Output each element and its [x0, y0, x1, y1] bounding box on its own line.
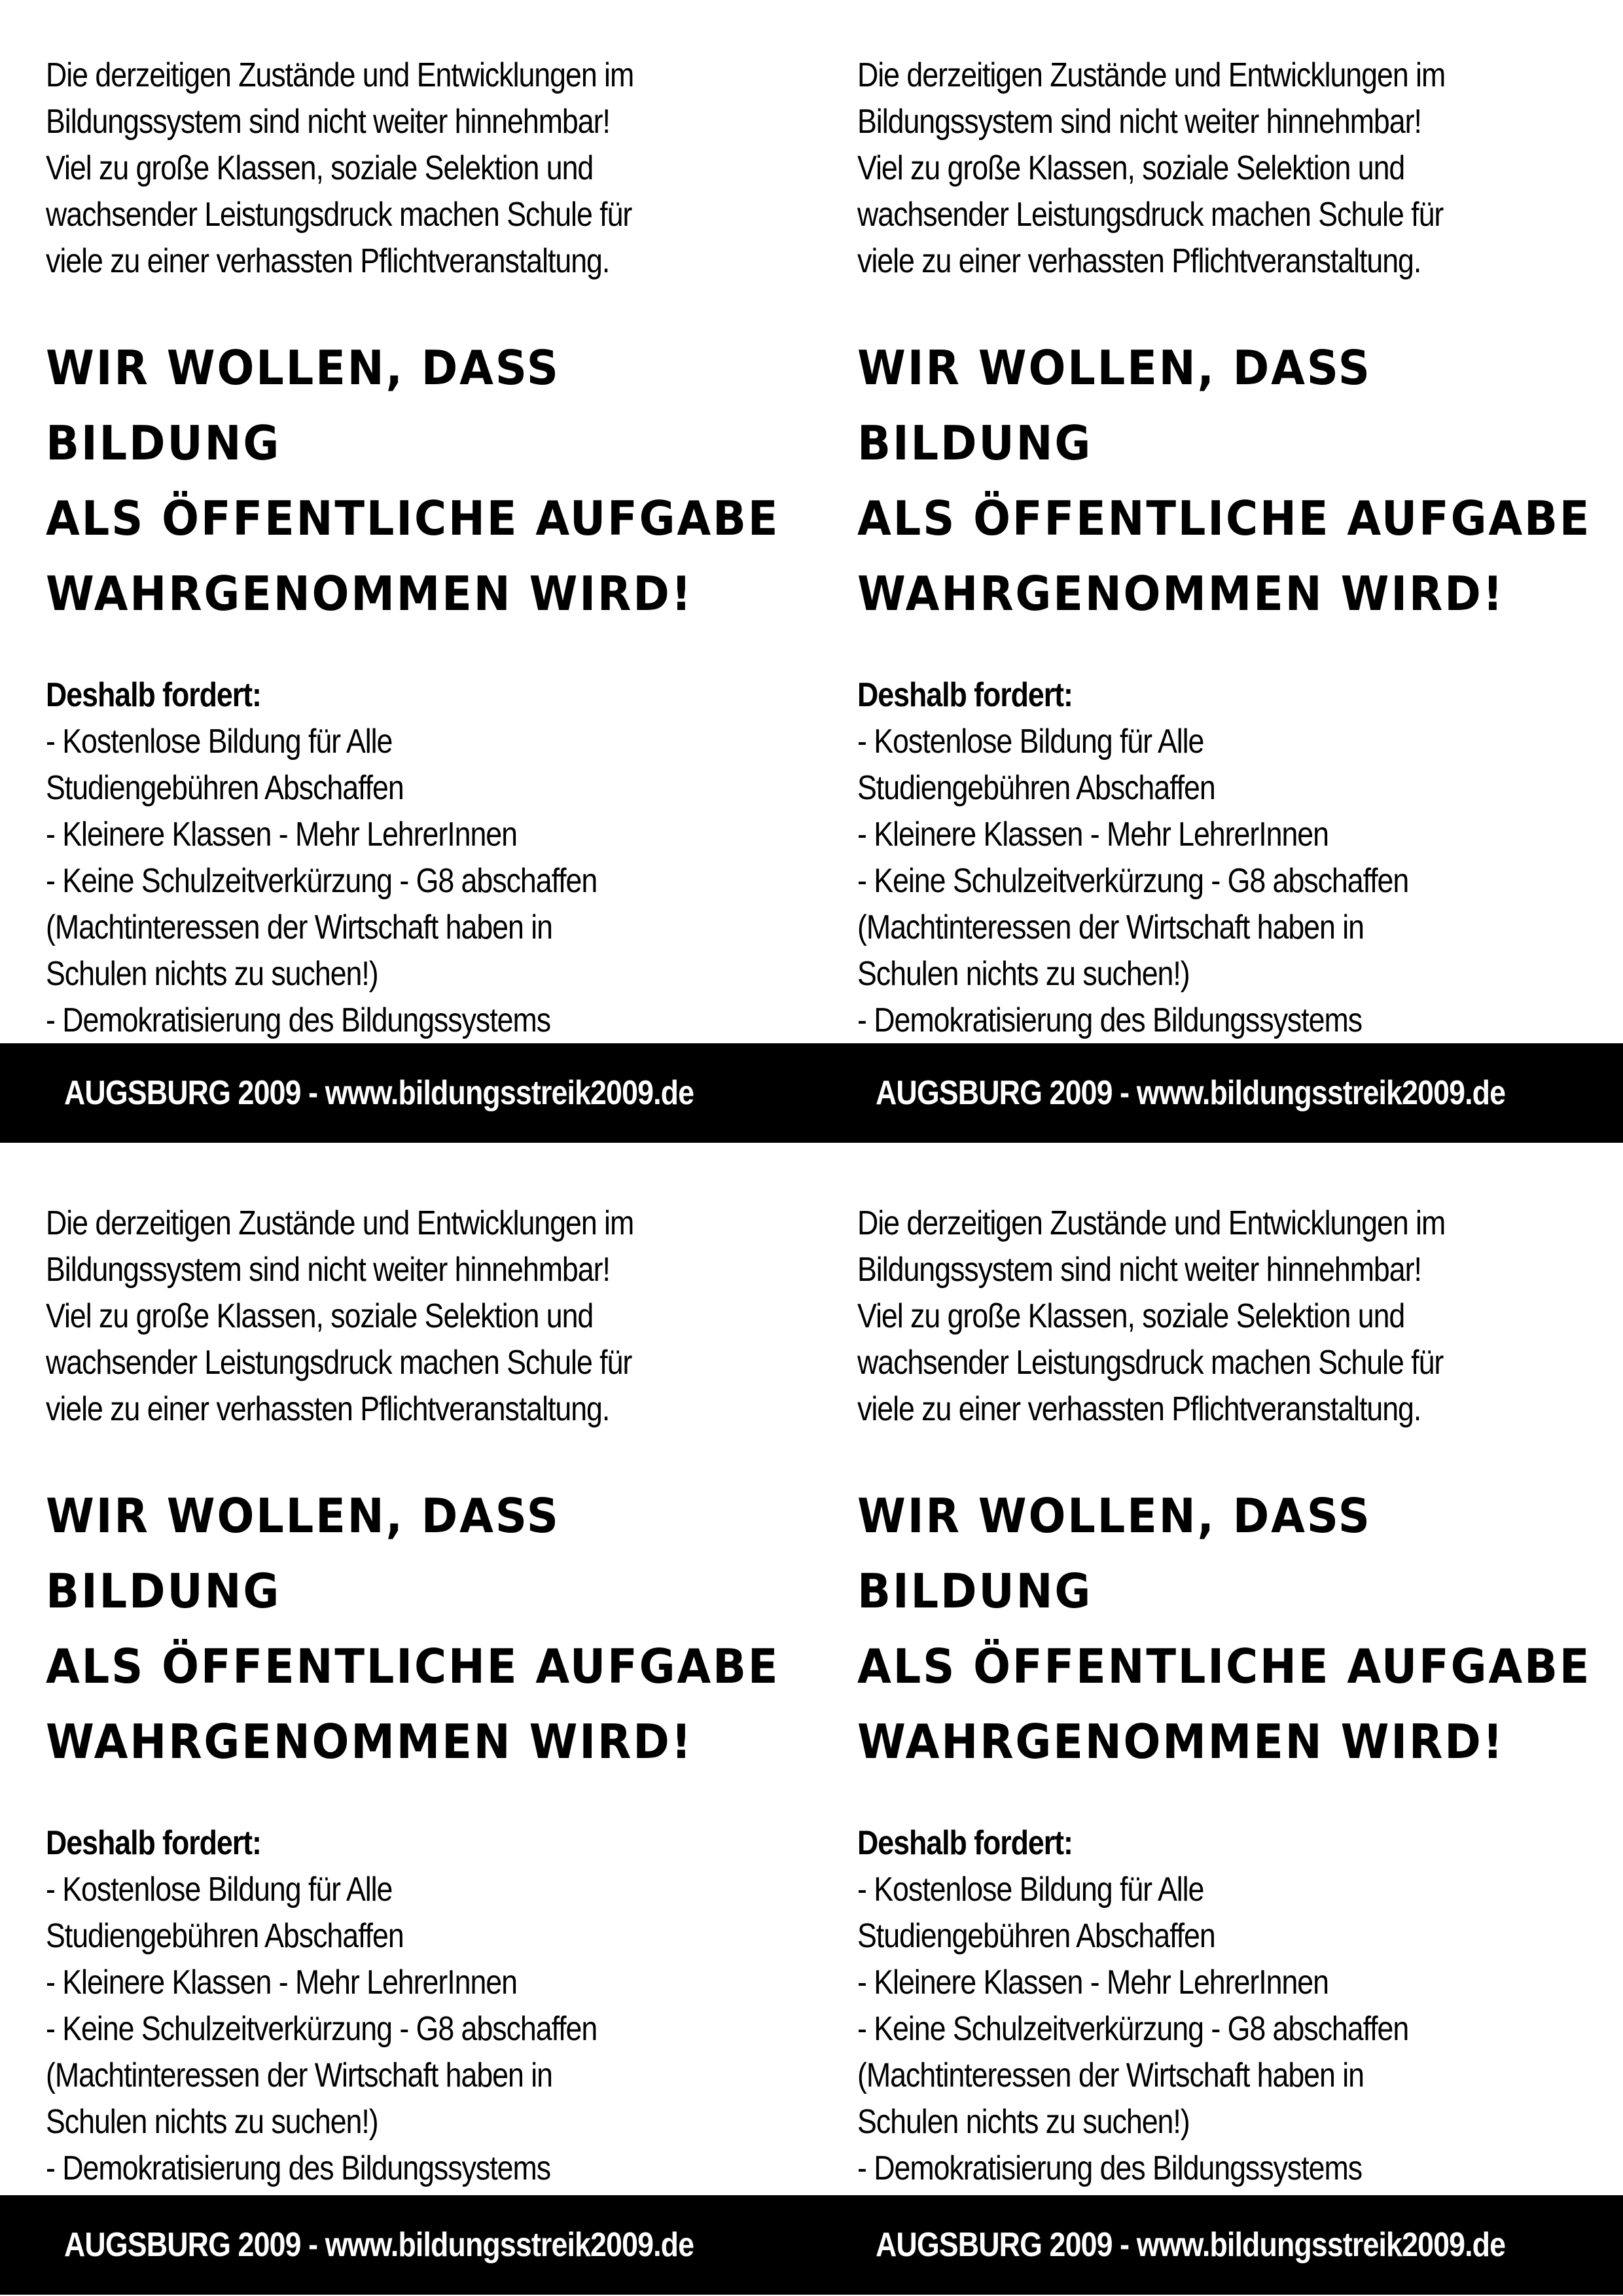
demand-line: - Kleinere Klassen - Mehr LehrerInnen	[46, 816, 517, 853]
headline	[46, 331, 794, 632]
footer-text: AUGSBURG 2009 - www.bildungsstreik2009.de	[876, 2226, 1506, 2264]
demand-line: Schulen nichts zu suchen!)	[46, 2103, 378, 2141]
intro-line: viele zu einer verhassten Pflichtveranstaltung.	[46, 1390, 610, 1428]
demands-block	[46, 672, 772, 1090]
demand-line: - Kostenlose Bildung für Alle	[857, 1871, 1204, 1909]
demands-title: Deshalb fordert:	[46, 676, 261, 714]
intro-line: Bildungssystem sind nicht weiter hinnehmbar!	[857, 103, 1421, 141]
demand-item	[857, 812, 1583, 858]
footer-text: AUGSBURG 2009 - www.bildungsstreik2009.de	[64, 1074, 694, 1112]
headline	[857, 331, 1606, 632]
demands-block	[46, 1820, 772, 2238]
demand-line: - Kostenlose Bildung für Alle	[46, 723, 393, 761]
intro-line: Bildungssystem sind nicht weiter hinnehmbar!	[857, 1251, 1421, 1289]
intro-paragraph	[46, 52, 772, 285]
demand-list	[46, 719, 772, 1090]
demand-line: Schulen nichts zu suchen!)	[46, 955, 378, 993]
flyer-top-left	[0, 0, 812, 1148]
demand-item	[857, 719, 1583, 812]
demand-line: Studiengebühren Abschaffen	[857, 1917, 1215, 1955]
headline-line: WAHRGENOMMEN WIRD!	[857, 1714, 1505, 1769]
demand-line: (Machtinteressen der Wirtschaft haben in	[857, 2056, 1364, 2094]
demand-line: - Demokratisierung des Bildungssystems	[46, 1001, 551, 1039]
demand-line: (Machtinteressen der Wirtschaft haben in	[857, 908, 1364, 946]
demands-title: Deshalb fordert:	[857, 1824, 1073, 1862]
demand-line: (Machtinteressen der Wirtschaft haben in	[46, 2056, 552, 2094]
intro-paragraph	[46, 1200, 772, 1433]
headline-line: WAHRGENOMMEN WIRD!	[46, 566, 693, 621]
demand-line: - Keine Schulzeitverkürzung - G8 abschaffen	[46, 862, 597, 900]
headline	[857, 1479, 1606, 1780]
demand-item	[46, 1960, 772, 2006]
demand-item	[46, 2006, 772, 2145]
demands-block	[857, 672, 1583, 1090]
demand-item	[46, 812, 772, 858]
demand-line: - Kostenlose Bildung für Alle	[857, 723, 1204, 761]
flyer-bottom-right	[812, 1148, 1623, 2296]
demand-line: Schulen nichts zu suchen!)	[857, 955, 1190, 993]
flyer-top-right	[812, 0, 1623, 1148]
headline-line: ALS ÖFFENTLICHE AUFGABE	[46, 491, 780, 546]
headline-line: WIR WOLLEN, DASS BILDUNG	[857, 1488, 1372, 1619]
demand-line: - Kleinere Klassen - Mehr LehrerInnen	[857, 1964, 1329, 2001]
headline	[46, 1479, 794, 1780]
headline-line: WAHRGENOMMEN WIRD!	[46, 1714, 693, 1769]
demand-list	[46, 1867, 772, 2238]
intro-line: Die derzeitigen Zustände und Entwicklungen im	[46, 56, 634, 94]
intro-line: Die derzeitigen Zustände und Entwicklungen im	[46, 1204, 634, 1242]
intro-paragraph	[857, 52, 1583, 285]
demands-title: Deshalb fordert:	[46, 1824, 261, 1862]
demand-list	[857, 1867, 1583, 2238]
demand-item	[857, 858, 1583, 997]
headline-line: WIR WOLLEN, DASS BILDUNG	[46, 1488, 560, 1619]
intro-line: wachsender Leistungsdruck machen Schule für	[857, 196, 1444, 234]
headline-line: WIR WOLLEN, DASS BILDUNG	[46, 340, 560, 471]
demand-line: Studiengebühren Abschaffen	[46, 769, 404, 807]
demand-line: Studiengebühren Abschaffen	[857, 769, 1215, 807]
demands-block	[857, 1820, 1583, 2238]
demand-item	[857, 1960, 1583, 2006]
demand-line: - Kleinere Klassen - Mehr LehrerInnen	[46, 1964, 517, 2001]
intro-line: Die derzeitigen Zustände und Entwicklungen im	[857, 56, 1446, 94]
demand-line: - Demokratisierung des Bildungssystems	[46, 2149, 551, 2187]
intro-line: wachsender Leistungsdruck machen Schule für	[46, 196, 632, 234]
intro-line: wachsender Leistungsdruck machen Schule für	[46, 1344, 632, 1382]
demand-item	[46, 719, 772, 812]
intro-line: Bildungssystem sind nicht weiter hinnehmbar!	[46, 1251, 610, 1289]
demand-item	[857, 2006, 1583, 2145]
demand-line: Studiengebühren Abschaffen	[46, 1917, 404, 1955]
footer-bar-bottom	[0, 2195, 1623, 2295]
demand-line: - Keine Schulzeitverkürzung - G8 abschaffen	[46, 2010, 597, 2048]
intro-line: Viel zu große Klassen, soziale Selektion und	[857, 1297, 1405, 1335]
intro-line: Viel zu große Klassen, soziale Selektion und	[46, 1297, 594, 1335]
demand-line: - Keine Schulzeitverkürzung - G8 abschaffen	[857, 862, 1409, 900]
demand-list	[857, 719, 1583, 1090]
intro-line: viele zu einer verhassten Pflichtveranstaltung.	[857, 242, 1421, 280]
flyer-bottom-left	[0, 1148, 812, 2296]
headline-line: ALS ÖFFENTLICHE AUFGABE	[857, 491, 1592, 546]
headline-line: ALS ÖFFENTLICHE AUFGABE	[857, 1639, 1592, 1694]
intro-line: viele zu einer verhassten Pflichtveranstaltung.	[46, 242, 610, 280]
headline-line: WIR WOLLEN, DASS BILDUNG	[857, 340, 1372, 471]
footer-text: AUGSBURG 2009 - www.bildungsstreik2009.de	[876, 1074, 1506, 1112]
footer-text: AUGSBURG 2009 - www.bildungsstreik2009.de	[64, 2226, 694, 2264]
demand-line: Schulen nichts zu suchen!)	[857, 2103, 1190, 2141]
intro-line: Viel zu große Klassen, soziale Selektion und	[46, 149, 594, 187]
demands-title: Deshalb fordert:	[857, 676, 1073, 714]
intro-line: Bildungssystem sind nicht weiter hinnehmbar!	[46, 103, 610, 141]
demand-item	[46, 1867, 772, 1960]
footer-bar-top	[0, 1043, 1623, 1143]
demand-line: - Demokratisierung des Bildungssystems	[857, 2149, 1363, 2187]
demand-item	[857, 1867, 1583, 1960]
intro-paragraph	[857, 1200, 1583, 1433]
demand-line: - Keine Schulzeitverkürzung - G8 abschaffen	[857, 2010, 1409, 2048]
intro-line: Viel zu große Klassen, soziale Selektion und	[857, 149, 1405, 187]
demand-line: - Kostenlose Bildung für Alle	[46, 1871, 393, 1909]
headline-line: ALS ÖFFENTLICHE AUFGABE	[46, 1639, 780, 1694]
intro-line: wachsender Leistungsdruck machen Schule für	[857, 1344, 1444, 1382]
headline-line: WAHRGENOMMEN WIRD!	[857, 566, 1505, 621]
intro-line: viele zu einer verhassten Pflichtveranstaltung.	[857, 1390, 1421, 1428]
demand-line: - Kleinere Klassen - Mehr LehrerInnen	[857, 816, 1329, 853]
demand-item	[46, 858, 772, 997]
demand-line: (Machtinteressen der Wirtschaft haben in	[46, 908, 552, 946]
demand-line: - Demokratisierung des Bildungssystems	[857, 1001, 1363, 1039]
intro-line: Die derzeitigen Zustände und Entwicklungen im	[857, 1204, 1446, 1242]
